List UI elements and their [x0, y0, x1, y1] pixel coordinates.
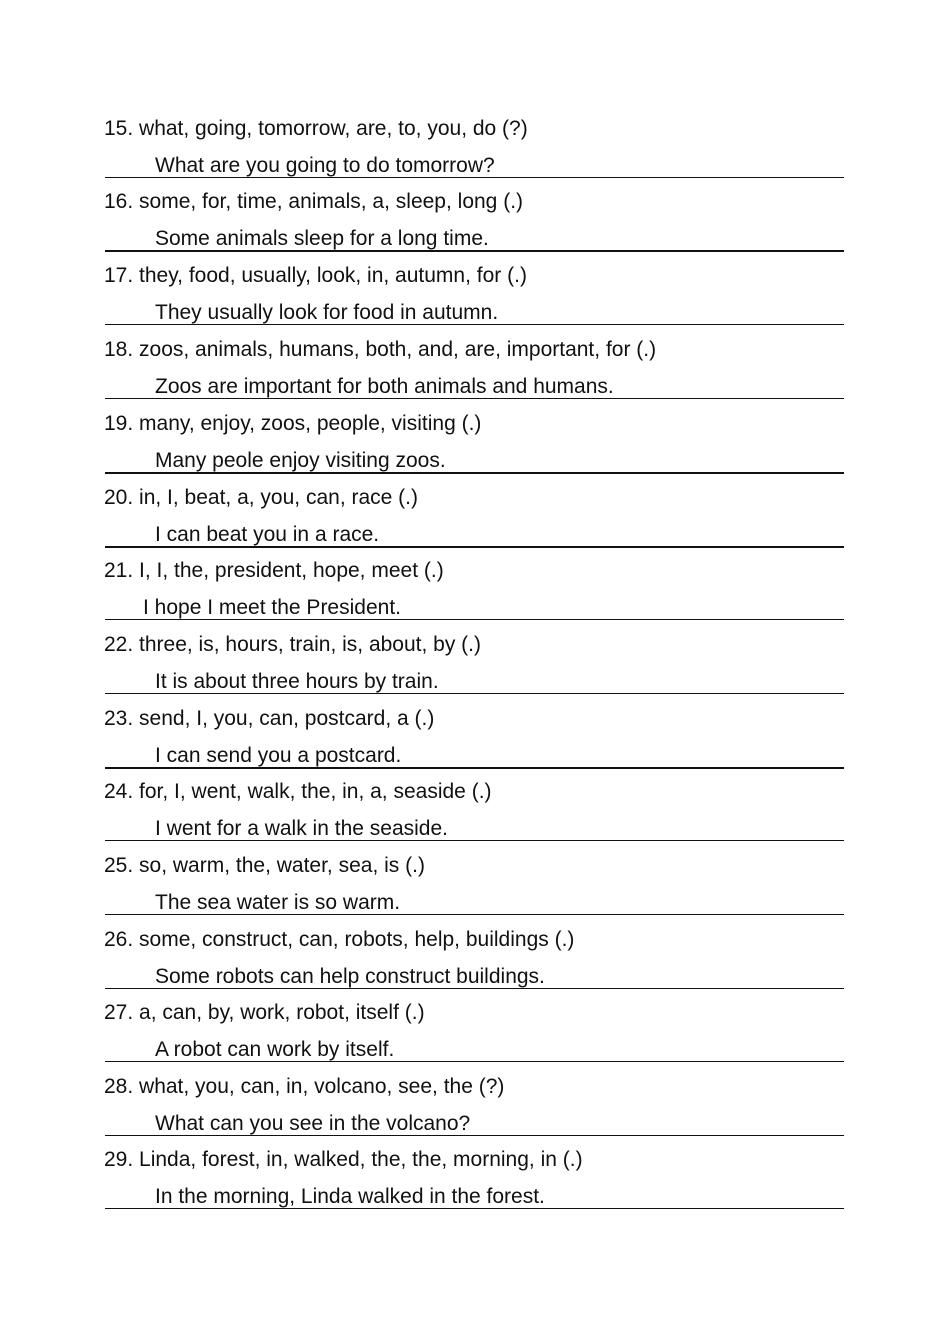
answer-text: Many peole enjoy visiting zoos. — [155, 449, 446, 472]
question-text: 22. three, is, hours, train, is, about, by (.) — [104, 633, 482, 656]
answer-text: Zoos are important for both animals and humans. — [155, 375, 614, 398]
exercise-item-19 — [104, 411, 844, 485]
question-text: 17. they, food, usually, look, in, autumn, for (.) — [104, 264, 527, 287]
question-text: 16. some, for, time, animals, a, sleep, long (.) — [104, 190, 524, 213]
answer-text: Some animals sleep for a long time. — [155, 227, 489, 250]
answer-line — [105, 324, 844, 325]
answer-text: What can you see in the volcano? — [155, 1112, 471, 1135]
question-text: 24. for, I, went, walk, the, in, a, seaside (.) — [104, 780, 492, 803]
exercise-item-21 — [104, 558, 844, 632]
question-text: 23. send, I, you, can, postcard, a (.) — [104, 707, 435, 730]
exercise-item-16 — [104, 189, 844, 263]
answer-line — [105, 250, 844, 252]
exercise-item-29 — [104, 1147, 844, 1221]
answer-text: I went for a walk in the seaside. — [155, 817, 448, 840]
answer-line — [105, 693, 844, 694]
exercise-item-17 — [104, 263, 844, 337]
question-text: 19. many, enjoy, zoos, people, visiting (.) — [104, 412, 482, 435]
answer-line — [105, 1135, 844, 1136]
exercise-item-27 — [104, 1000, 844, 1074]
question-text: 18. zoos, animals, humans, both, and, are, important, for (.) — [104, 338, 657, 361]
answer-line — [105, 177, 844, 178]
answer-text: I can beat you in a race. — [155, 523, 380, 546]
exercise-item-28 — [104, 1074, 844, 1148]
exercise-item-18 — [104, 337, 844, 411]
answer-text: A robot can work by itself. — [155, 1038, 395, 1061]
answer-text: What are you going to do tomorrow? — [155, 154, 495, 177]
exercise-item-22 — [104, 632, 844, 706]
question-text: 28. what, you, can, in, volcano, see, the (?) — [104, 1075, 505, 1098]
exercise-item-24 — [104, 779, 844, 853]
answer-line — [105, 914, 844, 915]
answer-text: Some robots can help construct buildings. — [155, 965, 545, 988]
exercise-item-23 — [104, 706, 844, 780]
exercise-item-15 — [104, 116, 844, 190]
question-text: 27. a, can, by, work, robot, itself (.) — [104, 1001, 425, 1024]
question-text: 25. so, warm, the, water, sea, is (.) — [104, 854, 425, 877]
answer-line — [105, 1208, 844, 1209]
answer-line — [105, 398, 844, 399]
answer-line — [105, 767, 844, 769]
answer-line — [105, 988, 844, 989]
answer-text: It is about three hours by train. — [155, 670, 439, 693]
answer-text: I can send you a postcard. — [155, 744, 402, 767]
question-text: 20. in, I, beat, a, you, can, race (.) — [104, 486, 418, 509]
exercise-item-20 — [104, 485, 844, 559]
answer-text: I hope I meet the President. — [143, 596, 401, 619]
question-text: 21. I, I, the, president, hope, meet (.) — [104, 559, 444, 582]
answer-text: In the morning, Linda walked in the forest. — [155, 1185, 545, 1208]
answer-line — [105, 546, 844, 548]
answer-line — [105, 840, 844, 841]
exercise-item-25 — [104, 853, 844, 927]
exercise-item-26 — [104, 927, 844, 1001]
answer-text: The sea water is so warm. — [155, 891, 401, 914]
answer-line — [105, 619, 844, 620]
question-text: 29. Linda, forest, in, walked, the, the, morning, in (.) — [104, 1148, 583, 1171]
answer-text: They usually look for food in autumn. — [155, 301, 499, 324]
question-text: 26. some, construct, can, robots, help, buildings (.) — [104, 928, 575, 951]
answer-line — [105, 1061, 844, 1062]
question-text: 15. what, going, tomorrow, are, to, you, do (?) — [104, 117, 528, 140]
answer-line — [105, 472, 844, 474]
